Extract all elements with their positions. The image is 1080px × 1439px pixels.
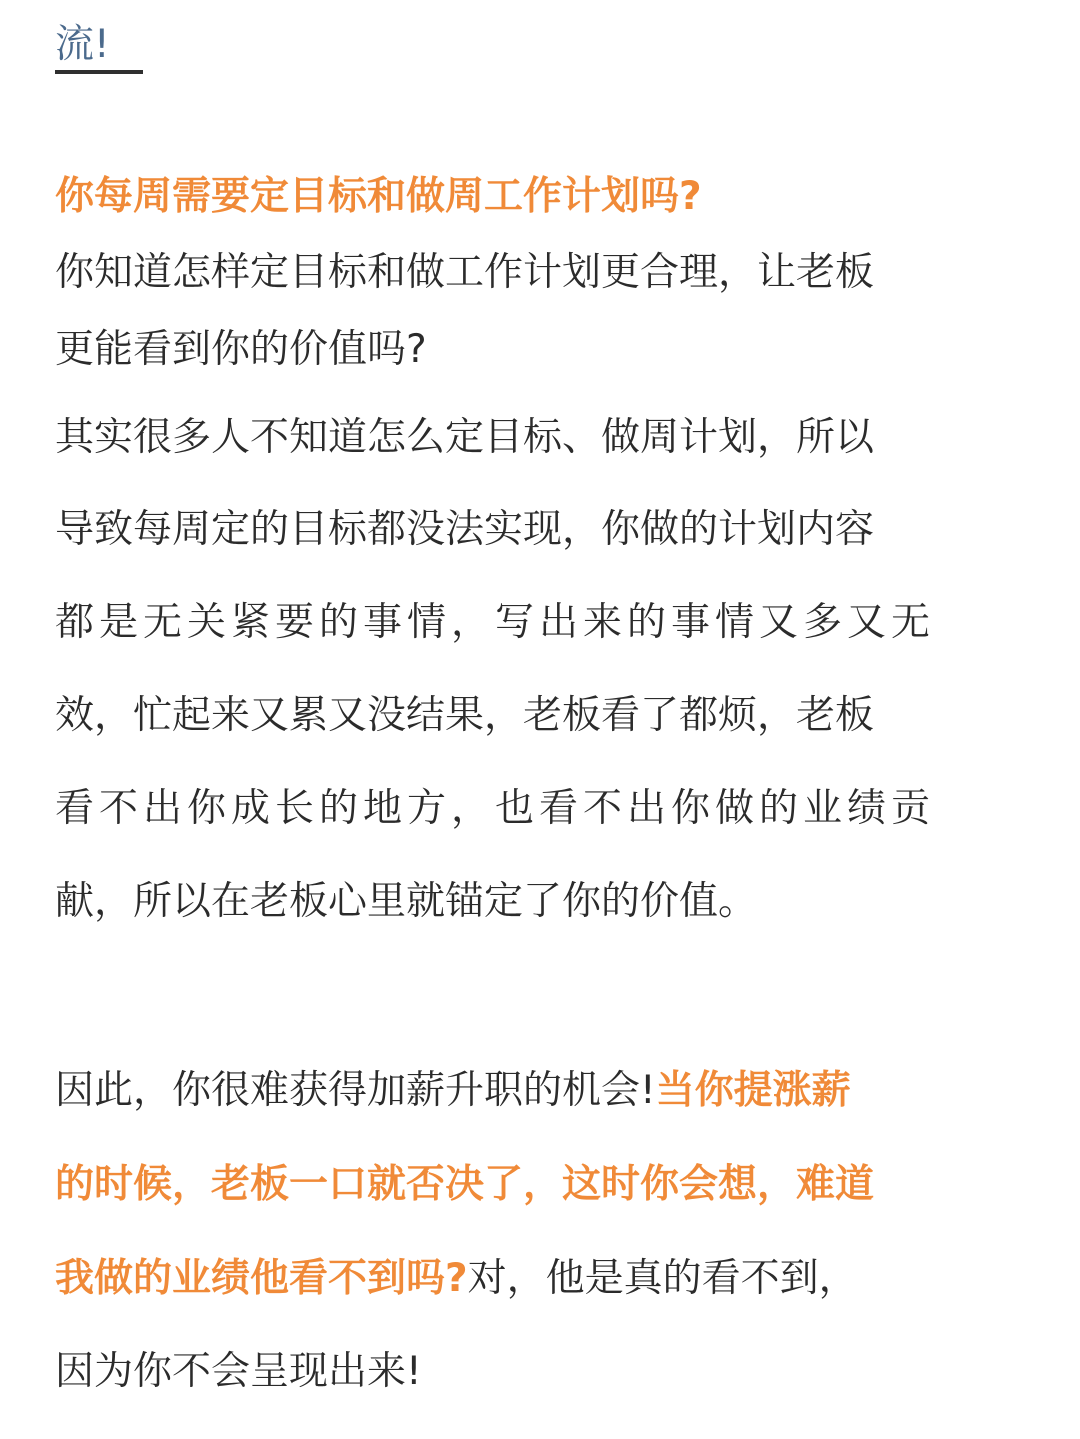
paragraph-3-highlight-1: 当你提涨薪 — [655, 1068, 851, 1113]
paragraph-3-plain-1: 因此，你很难获得加薪升职的机会! — [55, 1068, 656, 1113]
paragraph-2-line-6: 献，所以在老板心里就锚定了你的价值。 — [55, 879, 758, 924]
paragraph-3-highlight-3: 我做的业绩他看不到吗? — [55, 1256, 468, 1301]
top-link-text[interactable] — [55, 20, 110, 70]
paragraph-2-line-1: 其实很多人不知道怎么定目标、做周计划，所以 — [55, 415, 875, 460]
paragraph-2-line-5: 看不出你成长的地方，也看不出你做的业绩贡 — [55, 786, 936, 831]
paragraph-1-line-2: 更能看到你的价值吗? — [55, 327, 427, 372]
paragraph-2-line-4: 效，忙起来又累又没结果，老板看了都烦，老板 — [55, 693, 875, 738]
paragraph-3-line-3 — [55, 1254, 858, 1304]
paragraph-3-plain-3: 对，他是真的看不到， — [467, 1256, 858, 1301]
paragraph-2-line-3: 都是无关紧要的事情，写出来的事情又多又无 — [55, 600, 936, 645]
paragraph-3-line-2: 的时候，老板一口就否决了，这时你会想，难道 — [55, 1162, 875, 1207]
paragraph-1-line-1: 你知道怎样定目标和做工作计划更合理，让老板 — [55, 250, 875, 295]
section-heading: 你每周需要定目标和做周工作计划吗? — [55, 174, 702, 219]
top-link-label[interactable]: 流! — [55, 22, 110, 67]
link-underline — [55, 70, 143, 74]
paragraph-3-line-4: 因为你不会呈现出来! — [55, 1349, 422, 1394]
paragraph-3-line-1 — [55, 1066, 851, 1116]
paragraph-2-line-2: 导致每周定的目标都没法实现，你做的计划内容 — [55, 507, 875, 552]
